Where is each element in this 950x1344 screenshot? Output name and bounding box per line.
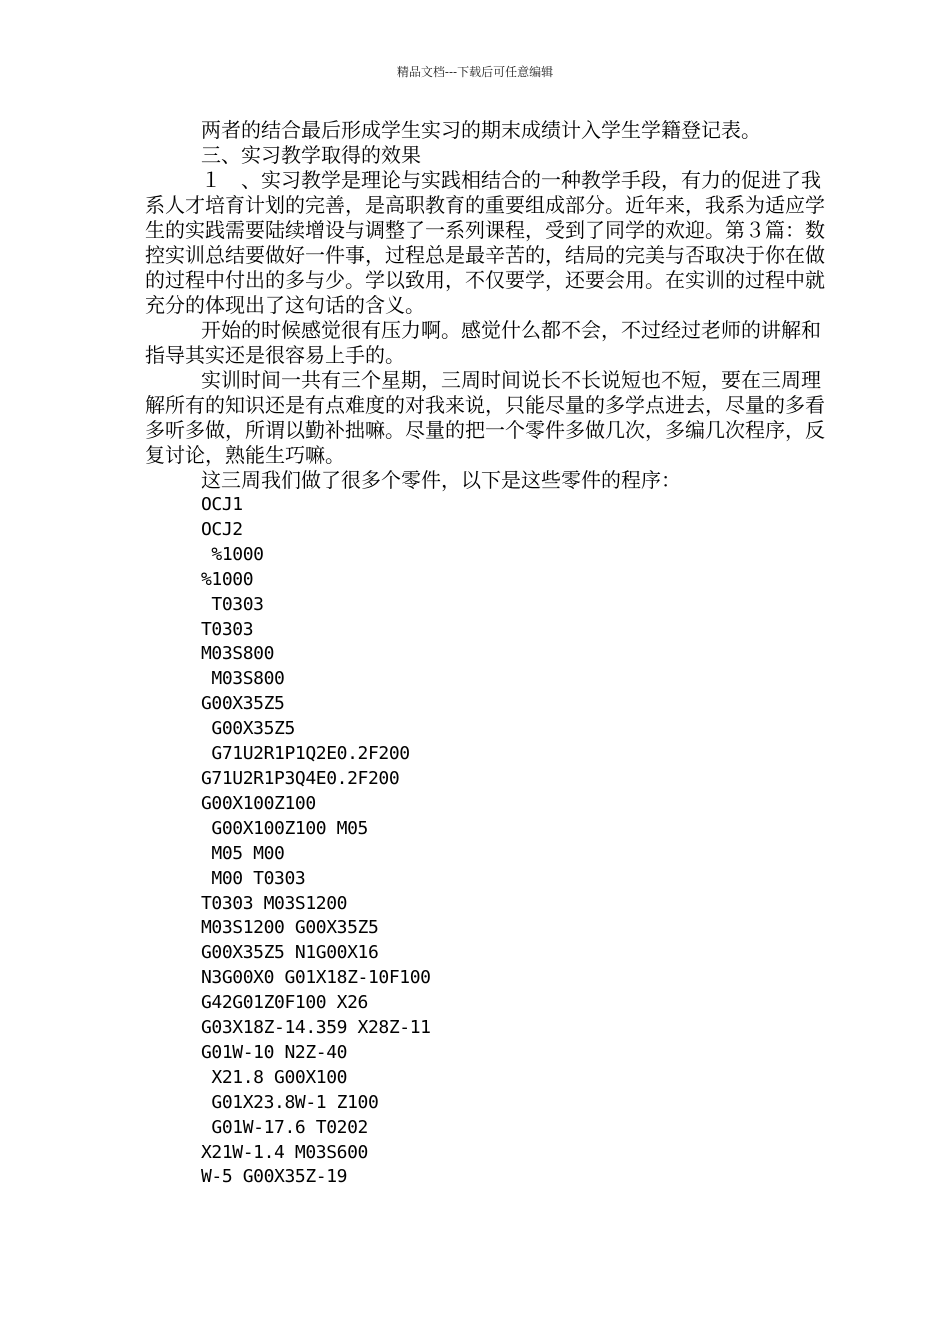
code-line: G42G01Z0F100 X26 xyxy=(201,992,368,1014)
code-line: OCJ2 xyxy=(201,518,243,540)
code-line: G00X100Z100 M05 xyxy=(201,817,368,839)
code-line: G03X18Z-14.359 X28Z-11 xyxy=(201,1017,431,1039)
code-line: %1000 xyxy=(201,568,254,590)
code-line: W-5 G00X35Z-19 xyxy=(201,1166,348,1188)
code-line: G01X23.8W-1 Z100 xyxy=(201,1091,379,1113)
code-line: G00X100Z100 xyxy=(201,792,316,814)
cnc-program-listing xyxy=(145,493,825,1190)
code-line: G00X35Z5 xyxy=(201,718,295,740)
code-line: N3G00X0 G01X18Z-10F100 xyxy=(201,967,431,989)
section-heading-effects: 三、实习教学取得的效果 xyxy=(201,143,421,167)
code-line: X21W-1.4 M03S600 xyxy=(201,1141,368,1163)
code-line: OCJ1 xyxy=(201,494,243,515)
paragraph-grade-record: 两者的结合最后形成学生实习的期末成绩计入学生学籍登记表。 xyxy=(201,118,761,142)
code-line: M00 T0303 xyxy=(201,867,306,889)
code-line: X21.8 G00X100 xyxy=(201,1066,348,1088)
code-line: %1000 xyxy=(201,543,264,565)
code-line: G00X35Z5 N1G00X16 xyxy=(201,942,379,964)
paragraph-programs-intro: 这三周我们做了很多个零件，以下是这些零件的程序： xyxy=(201,468,681,492)
code-line: G00X35Z5 xyxy=(201,693,285,715)
code-line: M03S1200 G00X35Z5 xyxy=(201,917,379,939)
code-line: G01W-10 N2Z-40 xyxy=(201,1041,348,1063)
code-line: T0303 xyxy=(201,593,264,615)
page-header: 精品文档---下载后可任意编辑 xyxy=(396,65,554,79)
code-line: M03S800 xyxy=(201,668,285,690)
paragraph-beginning-pressure: 开始的时候感觉很有压力啊。感觉什么都不会，不过经过老师的讲解和指导其实还是很容易上手的。 xyxy=(145,318,821,367)
code-line: T0303 M03S1200 xyxy=(201,892,348,914)
code-line: G71U2R1P3Q4E0.2F200 xyxy=(201,767,400,789)
code-line: M05 M00 xyxy=(201,842,285,864)
paragraph-three-weeks: 实训时间一共有三个星期，三周时间说长不长说短也不短，要在三周理解所有的知识还是有点难度的对我来说，只能尽量的多学点进去，尽量的多看多听多做，所谓以勤补拙嘛。尽量的把一个零件多做几次，多编几次程序，反复讨论，熟能生巧嘛。 xyxy=(145,368,825,467)
paragraph-practice-teaching: １ 、实习教学是理论与实践相结合的一种教学手段，有力的促进了我系人才培育计划的完善，是高职教育的重要组成部分。近年来，我系为适应学生的实践需要陆续增设与调整了一系列课程，受到了同学的欢迎。第３篇：数控实训总结要做好一件事，过程总是最辛苦的，结局的完美与否取决于你在做的过程中付出的多与少。学以致用，不仅要学，还要会用。在实训的过程中就充分的体现出了这句话的含义。 xyxy=(145,168,825,317)
code-line: G01W-17.6 T0202 xyxy=(201,1116,368,1138)
code-line: T0303 xyxy=(201,618,254,640)
code-line: M03S800 xyxy=(201,643,275,665)
code-line: G71U2R1P1Q2E0.2F200 xyxy=(201,743,410,765)
document-body xyxy=(145,118,825,1190)
